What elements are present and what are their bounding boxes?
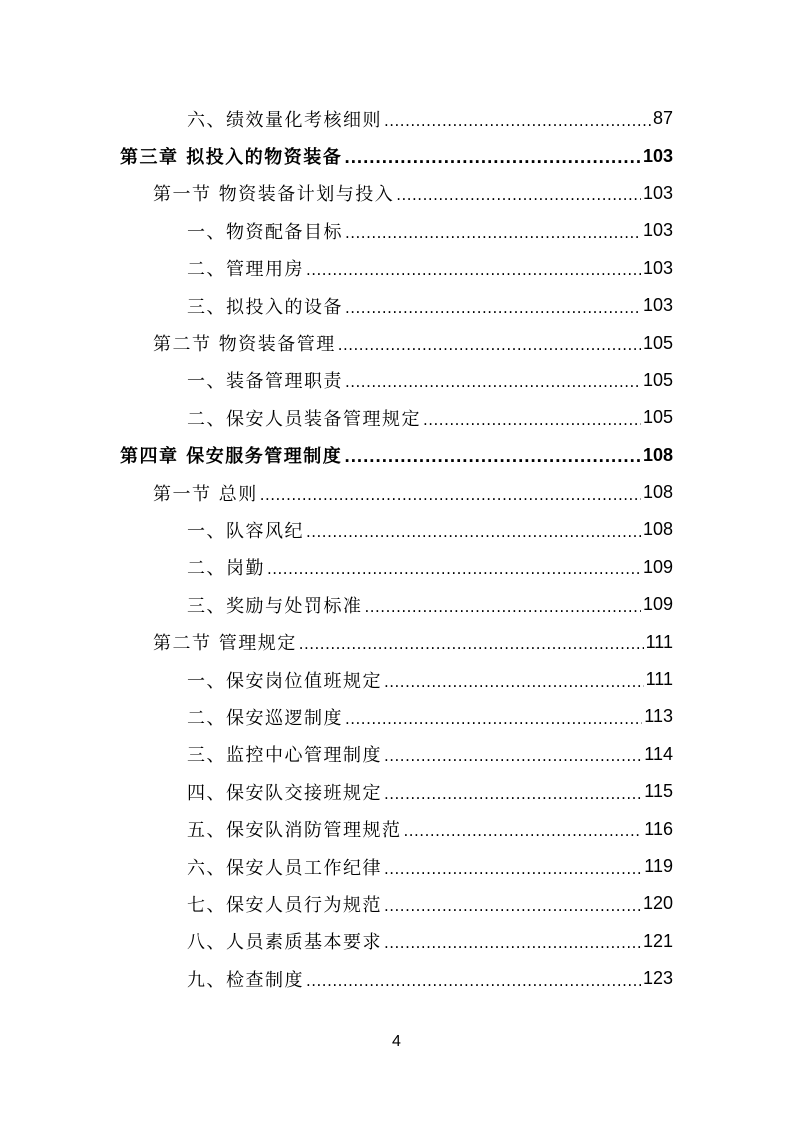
toc-entry-page: 108 (642, 444, 673, 465)
toc-entry-item[interactable] (0, 586, 793, 623)
toc-entry-title: 三、奖励与处罚标准 (187, 595, 363, 617)
toc-entry-item[interactable] (0, 250, 793, 287)
toc-entry-page: 116 (644, 818, 673, 839)
toc-entry-title: 第二节 管理规定 (153, 633, 297, 655)
toc-entry-section[interactable] (0, 324, 793, 361)
toc-entry-page: 105 (642, 369, 673, 390)
table-of-contents (0, 100, 793, 997)
toc-entry-title: 二、管理用房 (187, 259, 304, 281)
toc-entry-item[interactable] (0, 100, 793, 137)
toc-entry-title: 第二节 物资装备管理 (153, 334, 336, 356)
toc-entry-item[interactable] (0, 661, 793, 698)
toc-entry-item[interactable] (0, 511, 793, 548)
toc-entry-page: 103 (642, 295, 673, 316)
toc-entry-item[interactable] (0, 810, 793, 847)
toc-entry-title: 五、保安队消防管理规范 (187, 820, 402, 842)
toc-entry-item[interactable] (0, 362, 793, 399)
toc-entry-section[interactable] (0, 474, 793, 511)
toc-dot-leader (306, 523, 641, 541)
toc-dot-leader (345, 299, 641, 317)
toc-entry-title: 二、岗勤 (187, 558, 265, 580)
toc-dot-leader (306, 972, 641, 990)
toc-entry-item[interactable] (0, 399, 793, 436)
toc-dot-leader (345, 710, 642, 728)
toc-entry-page: 115 (644, 781, 673, 802)
toc-entry-item[interactable] (0, 287, 793, 324)
toc-dot-leader (396, 186, 641, 204)
toc-entry-page: 103 (642, 145, 673, 166)
toc-dot-leader (384, 860, 642, 878)
toc-entry-page: 114 (644, 743, 673, 764)
toc-entry-title: 六、绩效量化考核细则 (187, 109, 382, 131)
toc-dot-leader (344, 448, 641, 466)
toc-entry-title: 六、保安人员工作纪律 (187, 857, 382, 879)
toc-dot-leader (365, 598, 641, 616)
toc-entry-page: 108 (642, 482, 673, 503)
toc-entry-page: 111 (645, 669, 673, 690)
toc-entry-item[interactable] (0, 549, 793, 586)
toc-entry-item[interactable] (0, 848, 793, 885)
toc-dot-leader (267, 560, 641, 578)
toc-entry-item[interactable] (0, 698, 793, 735)
toc-entry-title: 一、保安岗位值班规定 (187, 670, 382, 692)
toc-entry-page: 105 (642, 407, 673, 428)
toc-entry-title: 七、保安人员行为规范 (187, 894, 382, 916)
toc-entry-item[interactable] (0, 960, 793, 997)
toc-entry-page: 113 (644, 706, 673, 727)
toc-entry-chapter[interactable] (0, 437, 793, 474)
toc-entry-page: 87 (652, 108, 673, 129)
toc-entry-title: 九、检查制度 (187, 969, 304, 991)
toc-dot-leader (384, 747, 642, 765)
toc-entry-page: 121 (642, 930, 673, 951)
toc-dot-leader (260, 486, 641, 504)
toc-entry-item[interactable] (0, 885, 793, 922)
toc-dot-leader (384, 673, 644, 691)
toc-entry-title: 四、保安队交接班规定 (187, 782, 382, 804)
toc-entry-page: 108 (642, 519, 673, 540)
toc-dot-leader (306, 261, 641, 279)
toc-entry-title: 第四章 保安服务管理制度 (120, 446, 343, 468)
toc-dot-leader (345, 224, 641, 242)
toc-entry-page: 103 (642, 257, 673, 278)
toc-dot-leader (384, 112, 651, 130)
toc-entry-title: 第一节 物资装备计划与投入 (153, 184, 395, 206)
toc-entry-item[interactable] (0, 923, 793, 960)
toc-dot-leader (384, 897, 641, 915)
toc-entry-item[interactable] (0, 736, 793, 773)
toc-entry-page: 120 (642, 893, 673, 914)
toc-entry-title: 二、保安人员装备管理规定 (187, 408, 421, 430)
toc-entry-item[interactable] (0, 212, 793, 249)
toc-entry-title: 一、队容风纪 (187, 520, 304, 542)
toc-dot-leader (344, 149, 641, 167)
toc-entry-page: 111 (645, 631, 673, 652)
toc-entry-page: 109 (642, 594, 673, 615)
toc-dot-leader (423, 411, 641, 429)
toc-entry-title: 三、拟投入的设备 (187, 296, 343, 318)
toc-entry-section[interactable] (0, 175, 793, 212)
toc-dot-leader (299, 635, 644, 653)
page-number: 4 (392, 1033, 401, 1050)
toc-entry-title: 第三章 拟投入的物资装备 (120, 147, 343, 169)
toc-entry-chapter[interactable] (0, 137, 793, 174)
toc-entry-page: 119 (644, 856, 673, 876)
toc-entry-title: 第一节 总则 (153, 483, 258, 505)
toc-entry-section[interactable] (0, 623, 793, 660)
toc-entry-page: 105 (642, 332, 673, 353)
toc-dot-leader (345, 373, 641, 391)
toc-dot-leader (338, 336, 641, 354)
toc-entry-item[interactable] (0, 773, 793, 810)
toc-dot-leader (404, 822, 643, 840)
toc-entry-title: 一、物资配备目标 (187, 221, 343, 243)
toc-entry-title: 一、装备管理职责 (187, 371, 343, 393)
toc-entry-page: 123 (642, 968, 673, 989)
toc-entry-page: 103 (642, 220, 673, 241)
toc-entry-page: 109 (642, 556, 673, 577)
toc-entry-title: 八、人员素质基本要求 (187, 932, 382, 954)
toc-dot-leader (384, 785, 642, 803)
toc-dot-leader (384, 934, 641, 952)
toc-entry-title: 三、监控中心管理制度 (187, 745, 382, 767)
toc-entry-page: 103 (642, 182, 673, 203)
toc-entry-title: 二、保安巡逻制度 (187, 707, 343, 729)
